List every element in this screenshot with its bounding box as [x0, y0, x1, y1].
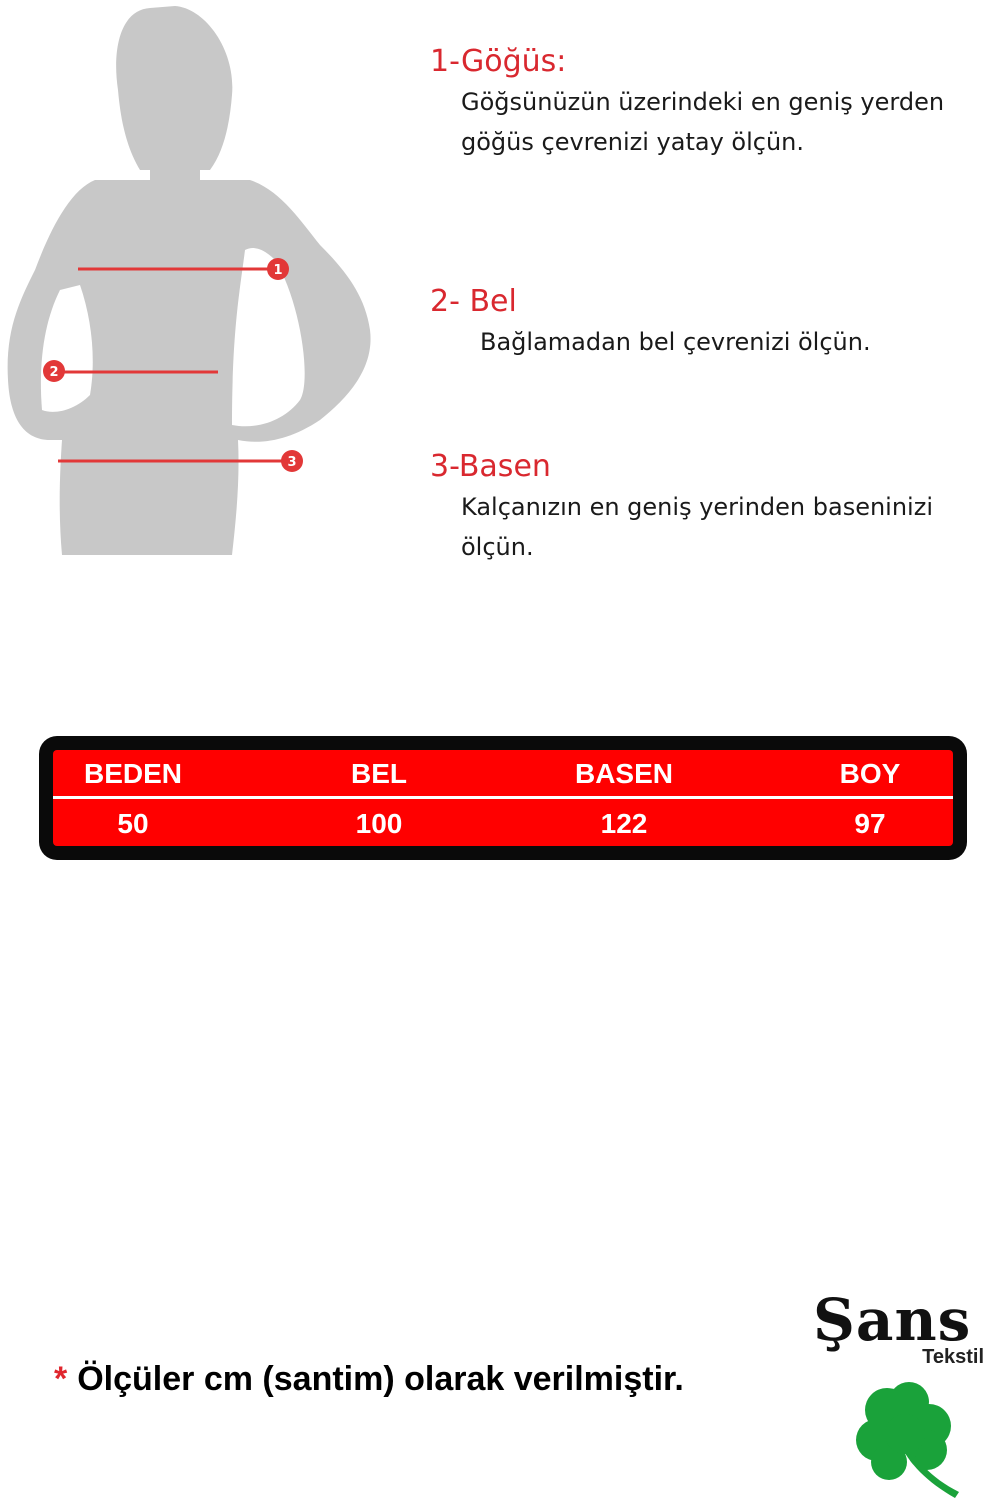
- section-waist: [430, 284, 980, 362]
- marker-3-icon: [281, 450, 303, 472]
- table-row: [53, 800, 953, 848]
- footnote-text: Ölçüler cm (santim) olarak verilmiştir.: [77, 1360, 684, 1398]
- body-measurement-figure: [0, 0, 380, 560]
- footnote: [54, 1360, 684, 1399]
- cell-beden: 50: [117, 808, 149, 839]
- header-cell-boy: BOY: [839, 758, 901, 789]
- section-title: 1-Göğüs:: [430, 44, 567, 79]
- header-cell-basen: BASEN: [574, 758, 673, 789]
- logo-name: Şans: [813, 1286, 972, 1354]
- marker-2-icon: [43, 360, 65, 382]
- section-text: Bağlamadan bel çevrenizi ölçün.: [480, 328, 871, 356]
- cell-basen: 122: [600, 808, 648, 839]
- cell-boy: 97: [854, 808, 886, 839]
- marker-1-icon: [267, 258, 289, 280]
- svg-text:2: 2: [49, 365, 59, 380]
- section-chest: [430, 44, 986, 162]
- footnote-star: *: [54, 1360, 68, 1398]
- header-cell-beden: BEDEN: [83, 758, 182, 789]
- header-cell-bel: BEL: [351, 758, 407, 789]
- svg-text:3: 3: [287, 455, 297, 470]
- section-title: 3-Basen: [430, 449, 551, 484]
- section-title: 2- Bel: [430, 284, 517, 319]
- cell-bel: 100: [355, 808, 403, 839]
- brand-logo: [805, 1286, 986, 1500]
- logo-subtitle: Tekstil: [922, 1346, 984, 1368]
- size-table: [39, 736, 967, 860]
- svg-text:1: 1: [273, 263, 283, 278]
- section-hip: [430, 449, 981, 567]
- size-table-body: [53, 750, 953, 846]
- clover-icon: [843, 1378, 967, 1498]
- table-divider: [53, 796, 953, 799]
- table-header-row: [53, 750, 953, 798]
- section-text: Göğsünüzün üzerindeki en geniş yerden göğüs çevrenizi yatay ölçün.: [461, 88, 945, 156]
- section-text: Kalçanızın en geniş yerinden baseninizi ölçün.: [461, 493, 933, 561]
